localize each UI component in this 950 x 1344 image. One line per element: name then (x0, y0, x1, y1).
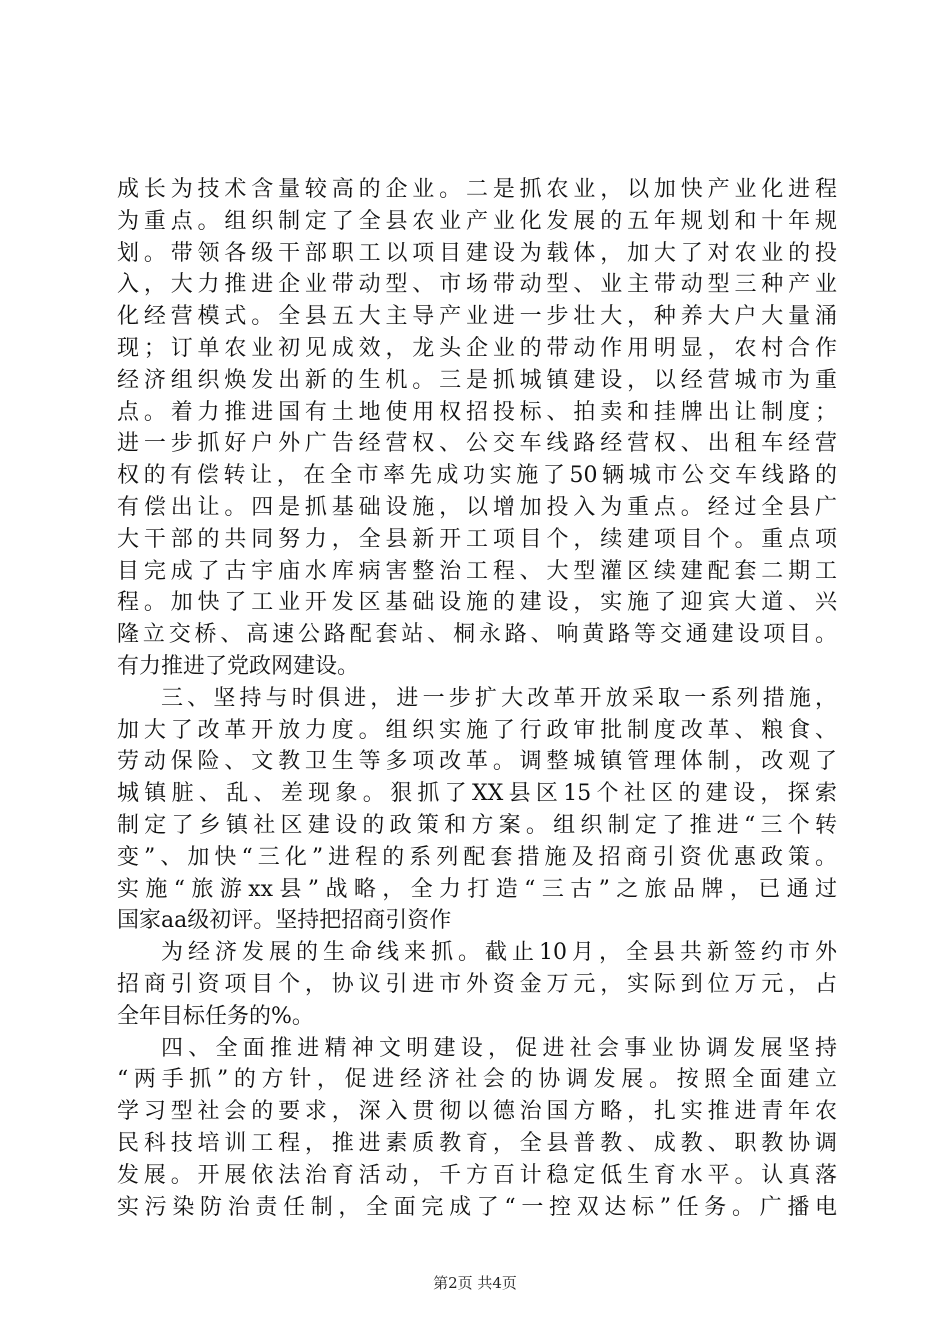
text-line: 为经济发展的生命线来抓。截止10月，全县共新签约市外 (161, 940, 837, 966)
text-line: 为重点。组织制定了全县农业产业化发展的五年规划和十年规 (117, 208, 837, 234)
text-line: 划。带领各级干部职工以项目建设为载体，加大了对农业的投 (117, 240, 837, 266)
text-line: 加大了改革开放力度。组织实施了行政审批制度改革、粮食、 (117, 717, 837, 743)
text-line: 变”、加快“三化”进程的系列配套措施及招商引资优惠政策。 (117, 844, 837, 870)
text-line: 成长为技术含量较高的企业。二是抓农业，以加快产业化进程 (117, 177, 837, 202)
text-line: 民科技培训工程，推进素质教育，全县普教、成教、职教协调 (117, 1130, 837, 1156)
text-line: 大干部的共同努力，全县新开工项目个，续建项目个。重点项 (117, 526, 837, 552)
text-line: 点。着力推进国有土地使用权招投标、拍卖和挂牌出让制度； (117, 399, 837, 425)
text-line: 程。加快了工业开发区基础设施的建设，实施了迎宾大道、兴 (117, 590, 837, 616)
text-line: 实施“旅游xx县”战略，全力打造“三古”之旅品牌，已通过 (117, 876, 837, 902)
text-line: 有力推进了党政网建设。 (117, 653, 360, 679)
text-line: 学习型社会的要求，深入贯彻以德治国方略，扎实推进青年农 (117, 1099, 837, 1125)
text-line: 权的有偿转让，在全市率先成功实施了50辆城市公交车线路的 (117, 463, 837, 489)
text-line: 有偿出让。四是抓基础设施，以增加投入为重点。经过全县广 (117, 494, 837, 520)
text-line: 实污染防治责任制，全面完成了“一控双达标”任务。广播电 (117, 1194, 837, 1220)
text-line: 进一步抓好户外广告经营权、公交车线路经营权、出租车经营 (117, 431, 837, 457)
text-line: 隆立交桥、高速公路配套站、桐永路、响黄路等交通建设项目。 (117, 622, 837, 648)
body-text (117, 174, 837, 1223)
text-line: “两手抓”的方针，促进经济社会的协调发展。按照全面建立 (117, 1067, 837, 1093)
text-line: 化经营模式。全县五大主导产业进一步壮大，种养大户大量涌 (117, 304, 837, 330)
text-line: 城镇脏、乱、差现象。狠抓了XX县区15个社区的建设，探索 (117, 781, 837, 807)
text-line: 制定了乡镇社区建设的政策和方案。组织制定了推进“三个转 (117, 812, 837, 838)
text-line: 全年目标任务的%。 (117, 1003, 314, 1029)
text-line: 劳动保险、文教卫生等多项改革。调整城镇管理体制，改观了 (117, 749, 837, 775)
text-line: 目完成了古宇庙水库病害整治工程、大型灌区续建配套二期工 (117, 558, 837, 584)
text-line: 发展。开展依法治育活动，千方百计稳定低生育水平。认真落 (117, 1162, 837, 1188)
page-footer: 第2页 共4页 (433, 1274, 517, 1292)
text-line: 经济组织焕发出新的生机。三是抓城镇建设，以经营城市为重 (117, 367, 837, 393)
text-line: 入，大力推进企业带动型、市场带动型、业主带动型三种产业 (117, 272, 837, 298)
text-line: 招商引资项目个，协议引进市外资金万元，实际到位万元，占 (117, 971, 837, 997)
text-line: 三、坚持与时俱进，进一步扩大改革开放采取一系列措施， (161, 685, 837, 711)
text-line: 国家aa级初评。坚持把招商引资作 (117, 908, 452, 934)
text-line: 现；订单农业初见成效，龙头企业的带动作用明显，农村合作 (117, 335, 837, 361)
text-line: 四、全面推进精神文明建设，促进社会事业协调发展坚持 (161, 1035, 837, 1061)
